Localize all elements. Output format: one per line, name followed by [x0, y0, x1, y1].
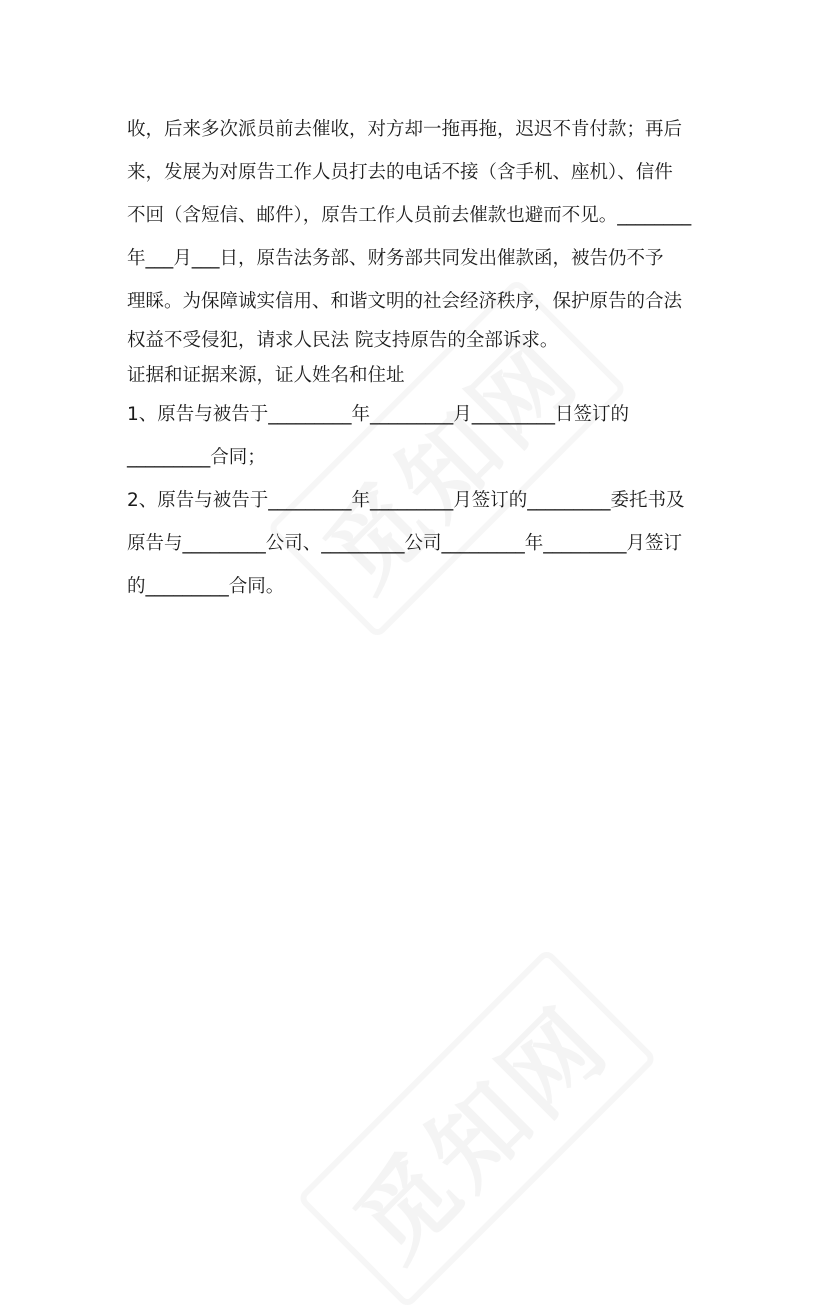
watermark	[296, 948, 657, 1309]
paragraph-line: 年___月___日，原告法务部、财务部共同发出催款函，被告仍不予	[127, 248, 664, 269]
paragraph-line: 权益不受侵犯，请求人民法 院支持原告的全部诉求。	[127, 330, 559, 351]
evidence-heading: 证据和证据来源，证人姓名和住址	[127, 365, 405, 386]
evidence-item-2-line: 原告与_________公司、_________公司_________年_________月签订	[127, 533, 683, 554]
evidence-item-2-line: 的_________合同。	[127, 576, 285, 597]
document-body	[127, 108, 712, 608]
paragraph-line: 理睬。为保障诚实信用、和谐文明的社会经济秩序，保护原告的合法	[127, 291, 683, 312]
evidence-item-1-line: 1、原告与被告于_________年_________月_________日签订的	[127, 404, 630, 425]
evidence-item-2-line: 2、原告与被告于_________年_________月签订的_________委托书及	[127, 490, 685, 511]
paragraph-line: 来，发展为对原告工作人员打去的电话不接（含手机、座机）、信件	[127, 162, 673, 183]
paragraph-line: 不回（含短信、邮件），原告工作人员前去催款也避而不见。________	[127, 205, 692, 226]
paragraph-line: 收，后来多次派员前去催收，对方却一拖再拖，迟迟不肯付款；再后	[127, 119, 683, 140]
evidence-item-1-line: _________合同；	[127, 447, 266, 468]
